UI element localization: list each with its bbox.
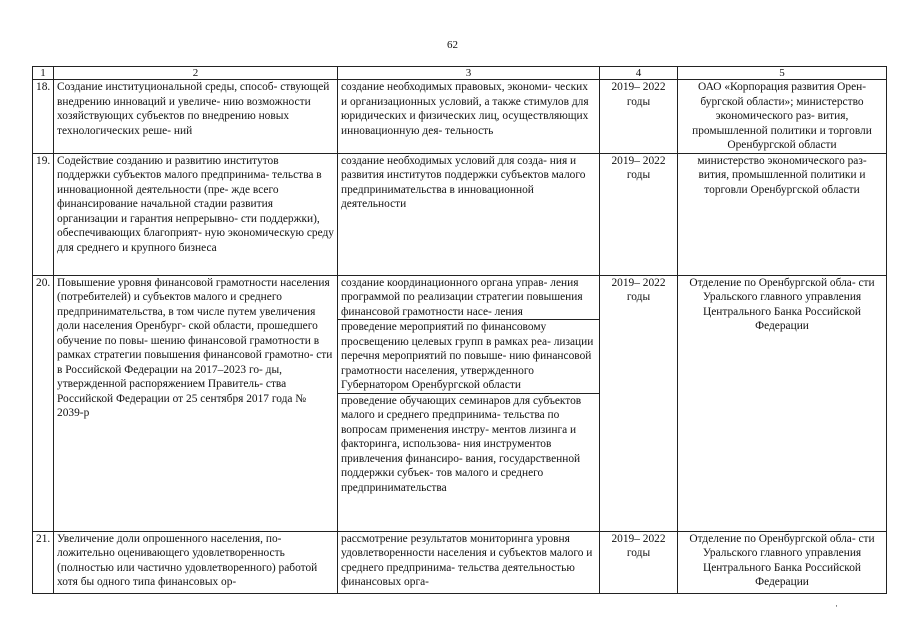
table-row — [33, 80, 887, 154]
responsible-cell: ОАО «Корпорация развития Орен- бургской области»; министерство экономического раз- вития, промышленной политики и торговли Оренбургской области — [678, 80, 887, 154]
measure-item: проведение обучающих семинаров для субъектов малого и среднего предпринима- тельства по вопросам применения инстру- ментов лизинга и факторинга, использова- ния инструментов привлечения финансиро- вания, государственной поддержки субъек- тов малого и среднего предпринимательства — [341, 394, 582, 494]
period-cell: 2019– 2022 годы — [600, 531, 678, 593]
measure-item: проведение мероприятий по финансовому просвещению целевых групп в рамках реа- лизации перечня мероприятий по повыше- нию финансовой грамотности населения, утвержденного Губернатором Оренбургской области — [338, 320, 599, 394]
period-cell: 2019– 2022 годы — [600, 80, 678, 154]
row-number: 18. — [33, 80, 54, 154]
responsible-cell: Отделение по Оренбургской обла- сти Уральского главного управления Центрального Банка Российской Федерации — [678, 531, 887, 593]
table-row — [33, 153, 887, 275]
column-number-row — [33, 67, 887, 80]
table-row — [33, 531, 887, 593]
measure-item: создание необходимых правовых, экономи- ческих и организационных условий, а также стимулов для юридических и физических лиц, осуществляющих инновационную дея- тельность — [341, 81, 589, 137]
column-number: 5 — [678, 67, 887, 80]
measures-cell — [338, 153, 600, 275]
measure-item: создание необходимых условий для созда- ния и развития институтов поддержки субъектов малого предпринимательства в инновационной деятельности — [341, 154, 586, 210]
task-cell: Содействие созданию и развитию институтов поддержки субъектов малого предпринима- тельства в инновационной деятельности (пре- жде всего финансирование начальной стадии развития организации и гарантия непрерывно- сти поддержки), обеспечивающих благоприят- ную экономическую среду для среднего и крупного бизнеса — [54, 153, 338, 275]
responsible-cell: министерство экономического раз- вития, промышленной политики и торговли Оренбургской области — [678, 153, 887, 275]
column-number: 1 — [33, 67, 54, 80]
period-cell: 2019– 2022 годы — [600, 275, 678, 531]
measure-item: рассмотрение результатов мониторинга уровня удовлетворенности населения и субъектов малого и среднего предпринима- тельства деятельностью финансовых орга- — [341, 532, 593, 588]
responsible-cell: Отделение по Оренбургской обла- сти Уральского главного управления Центрального Банка Российской Федерации — [678, 275, 887, 531]
row-number: 19. — [33, 153, 54, 275]
period-cell: 2019– 2022 годы — [600, 153, 678, 275]
table-row — [33, 275, 887, 531]
measures-cell — [338, 275, 600, 531]
scan-speck: · — [835, 601, 838, 611]
column-number: 4 — [600, 67, 678, 80]
task-cell: Увеличение доли опрошенного населения, по- ложительно оценивающего удовлетворенность (полностью или частично удовлетворенного) работой хотя бы одного типа финансовых ор- — [54, 531, 338, 593]
page-number: 62 — [447, 39, 458, 51]
measure-item: создание координационного органа управ- ления программой по реализации стратегии повышения финансовой грамотности насе- ления — [338, 276, 599, 321]
column-number: 3 — [338, 67, 600, 80]
measures-table — [32, 66, 887, 594]
measures-cell — [338, 80, 600, 154]
task-cell: Создание институциональной среды, способ- ствующей внедрению инноваций и увеличе- нию возможности хозяйствующих субъектов по внедрению новых технологических реше- ний — [54, 80, 338, 154]
measures-cell — [338, 531, 600, 593]
row-number: 20. — [33, 275, 54, 531]
column-number: 2 — [54, 67, 338, 80]
task-cell: Повышение уровня финансовой грамотности населения (потребителей) и субъектов малого и среднего предпринимательства, в том числе путем увеличения доли населения Оренбург- ской области, прошедшего обучение по повы- шению финансовой грамотности в рамках стратегии повышения финансовой грамотно- сти в Российской Федерации на 2017–2023 го- ды, утвержденной распоряжением Правитель- ства Российской Федерации от 25 сентября 2017 года № 2039-р — [54, 275, 338, 531]
row-number: 21. — [33, 531, 54, 593]
